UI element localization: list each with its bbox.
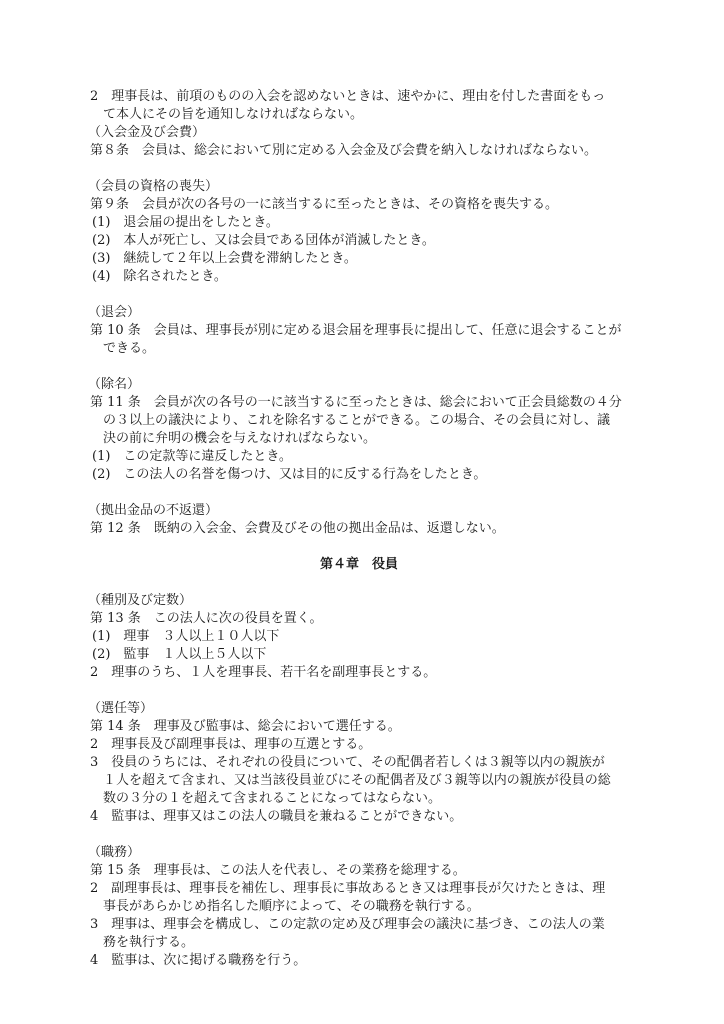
- chapter-title: 第４章 役員: [320, 557, 399, 572]
- list-item: (2) 監事 １人以上５人以下: [92, 647, 267, 662]
- article-line: 第８条 会員は、総会において別に定める入会金及び会費を納入しなければならない。: [90, 143, 598, 158]
- article-line: 第 13 条 この法人に次の役員を置く。: [90, 611, 323, 626]
- paragraph-line: 4 監事は、理事又はこの法人の職員を兼ねることができない。: [90, 809, 463, 824]
- article-line: 第９条 会員が次の各号の一に該当するに至ったときは、その資格を喪失する。: [90, 197, 559, 212]
- article-line: 第 12 条 既納の入会金、会費及びその他の拠出金品は、返還しない。: [90, 521, 505, 536]
- list-item: (1) この定款等に違反したとき。: [92, 449, 292, 464]
- article-line: 第 10 条 会員は、理事長が別に定める退会届を理事長に提出して、任意に退会することが: [90, 323, 622, 338]
- text-line: 数の３分の１を超えて含まれることになってはならない。: [103, 791, 442, 806]
- paragraph-line: 4 監事は、次に掲げる職務を行う。: [90, 953, 307, 968]
- text-line: 決の前に弁明の機会を与えなければならない。: [103, 431, 377, 446]
- text-line: 2 理事長は、前項のものの入会を認めないときは、速やかに、理由を付した書面をもっ: [90, 89, 606, 104]
- paragraph-line: 3 役員のうちには、それぞれの役員について、その配偶者若しくは３親等以内の親族が: [90, 755, 605, 770]
- section-heading: （拠出金品の不返還）: [88, 503, 219, 518]
- text-line: 務を執行する。: [103, 935, 195, 950]
- article-line: 第 15 条 理事長は、この法人を代表し、その業務を総理する。: [90, 863, 466, 878]
- article-line: 第 14 条 理事及び監事は、総会において選任する。: [90, 719, 401, 734]
- section-heading: （入会金及び会費）: [88, 125, 206, 140]
- paragraph-line: 2 副理事長は、理事長を補佐し、理事長に事故あるとき又は理事長が欠けたときは、理: [90, 881, 606, 896]
- section-heading: （選任等）: [88, 701, 154, 716]
- paragraph-line: 2 理事のうち、１人を理事長、若干名を副理事長とする。: [90, 665, 437, 680]
- list-item: (2) 本人が死亡し、又は会員である団体が消滅したとき。: [92, 233, 435, 248]
- paragraph-line: 3 理事は、理事会を構成し、この定款の定め及び理事会の議決に基づき、この法人の業: [90, 917, 605, 932]
- section-heading: （種別及び定数）: [88, 593, 193, 608]
- section-heading: （退会）: [88, 305, 141, 320]
- text-line: の３以上の議決により、これを除名することができる。この場合、その会員に対し、議: [103, 413, 611, 428]
- list-item: (3) 継続して２年以上会費を滞納したとき。: [92, 251, 357, 266]
- text-line: １人を超えて含まれ、又は当該役員並びにその配偶者及び３親等以内の親族が役員の総: [103, 773, 611, 788]
- list-item: (2) この法人の名誉を傷つけ、又は目的に反する行為をしたとき。: [92, 467, 487, 482]
- section-heading: （会員の資格の喪失）: [88, 179, 219, 194]
- list-item: (1) 退会届の提出をしたとき。: [92, 215, 279, 230]
- section-heading: （除名）: [88, 377, 141, 392]
- paragraph-line: 2 理事長及び副理事長は、理事の互選とする。: [90, 737, 372, 752]
- text-line: できる。: [103, 341, 156, 356]
- text-line: て本人にその旨を通知しなければならない。: [103, 107, 364, 122]
- list-item: (1) 理事 ３人以上１０人以下: [92, 629, 280, 644]
- text-line: 事長があらかじめ指名した順序によって、その職務を執行する。: [103, 899, 480, 914]
- list-item: (4) 除名されたとき。: [92, 269, 227, 284]
- section-heading: （職務）: [88, 845, 141, 860]
- article-line: 第 11 条 会員が次の各号の一に該当するに至ったときは、総会において正会員総数の４分: [90, 395, 622, 410]
